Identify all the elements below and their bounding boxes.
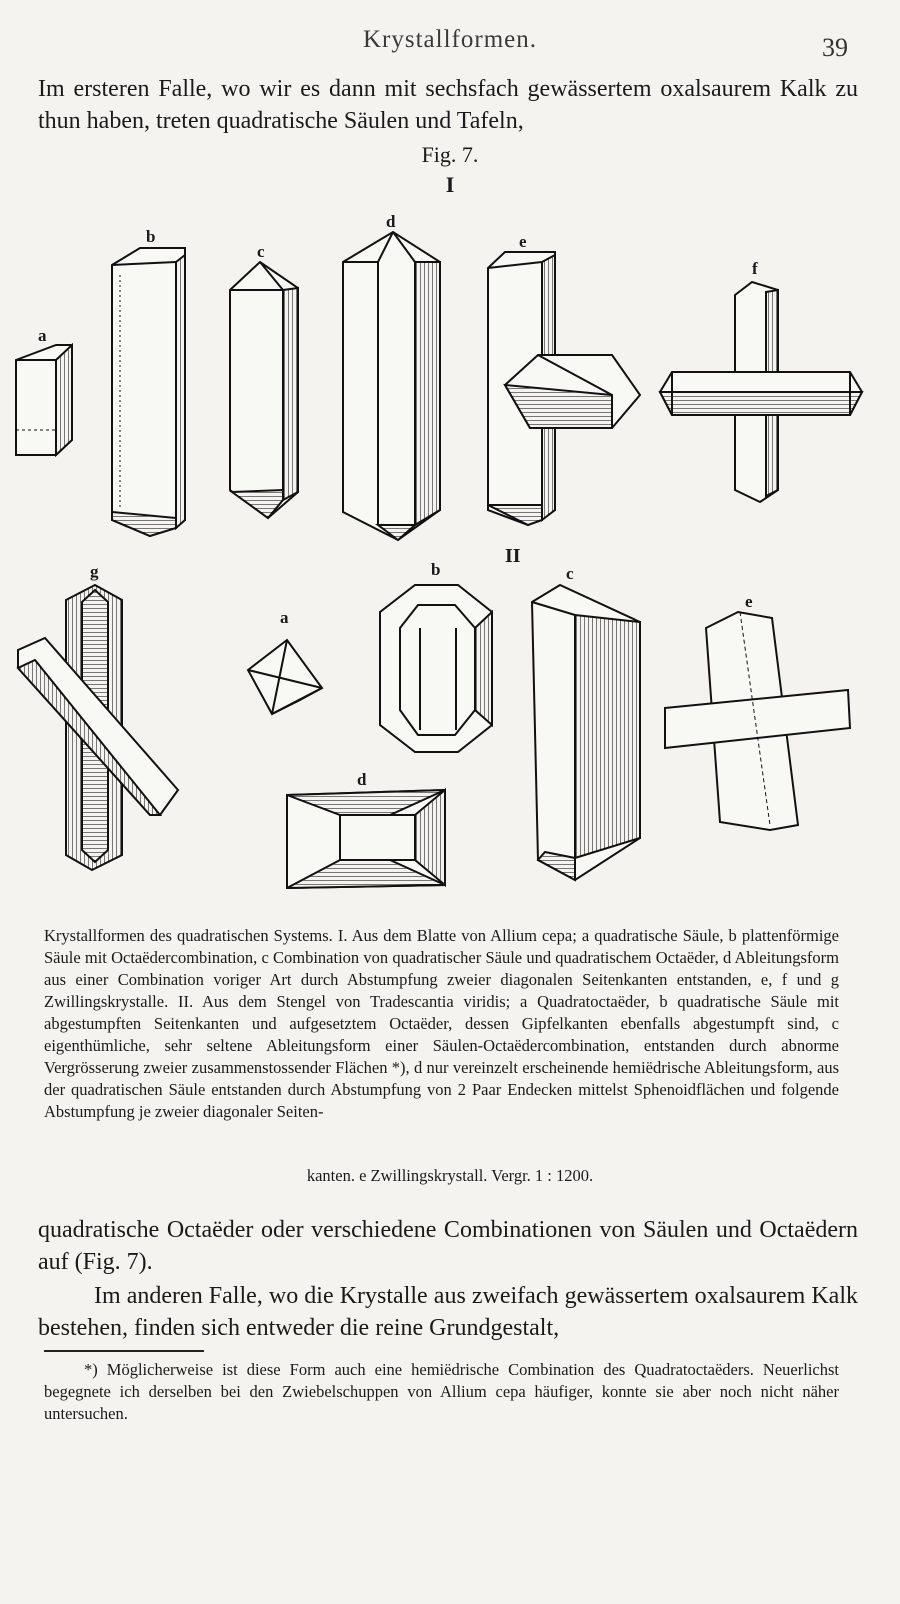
crystal-I-c bbox=[230, 262, 298, 518]
crystal-II-b bbox=[380, 585, 492, 752]
figure-caption: Krystallformen des quadratischen Systems. I. Aus dem Blatte von Allium cepa; a quadratische Säule, b plattenförmige Säule mit Octaëdercombination, c Combination von quadratischer Säule und quadratischem Octaëder, d Ableitungsform aus einer Combination voriger Art durch Abstumpfung zweier diagonalen Seitenkanten entstanden, e, f und g Zwillingskrystalle. II. Aus dem Stengel von Tradescantia viridis; a Quadratoctaëder, b quadratische Säule mit abgestumpften Seitenkanten und aufgesetztem Octaëder, dessen Gipfelkanten ebenfalls abgestumpft sind, c eigenthümliche, sehr seltene Ableitungsform einer Säulen-Octaëdercombination, entstanden durch abnorme Vergrösserung zweier zusammenstossender Flächen *), d nur vereinzelt erscheinende hemiëdrische Ableitungsform, aus der quadratischen Säule entstanden durch Abstumpfung von 2 Paar Endecken mittelst Sphenoidflächen und folgende Abstumpfung je zweier diagonaler Seiten- bbox=[44, 926, 839, 1121]
crystal-letter-II-e: e bbox=[745, 592, 753, 611]
intro-paragraph: Im ersteren Falle, wo wir es dann mit sechsfach gewässertem oxalsaurem Kalk zu thun haben, treten quadratische Säulen und Tafeln, bbox=[38, 76, 858, 134]
crystal-letter-I-d: d bbox=[386, 212, 396, 231]
crystal-II-d bbox=[287, 790, 445, 888]
crystal-I-b bbox=[112, 248, 185, 536]
crystal-I-g bbox=[18, 585, 178, 870]
body-paragraph-1: quadratische Octaëder oder verschiedene Combinationen von Säulen und Octaëdern auf (Fig. 7). bbox=[38, 1217, 858, 1275]
body-paragraph-2: Im anderen Falle, wo die Krystalle aus zweifach gewässertem oxalsaurem Kalk bestehen, finden sich entweder die reine Grundgestalt, bbox=[38, 1283, 858, 1341]
crystal-II-a bbox=[248, 640, 322, 714]
page-number: 39 bbox=[822, 33, 848, 62]
figure-caption-last-line: kanten. e Zwillingskrystall. Vergr. 1 : 1200. bbox=[306, 1166, 594, 1185]
figure-group-I-label: I bbox=[445, 172, 455, 197]
crystal-letter-I-b: b bbox=[146, 227, 156, 246]
crystal-II-e bbox=[665, 612, 850, 830]
figure-group-II-label: II bbox=[505, 545, 521, 567]
crystal-letter-II-a: a bbox=[280, 608, 289, 627]
crystal-letter-I-c: c bbox=[257, 242, 265, 261]
crystal-letter-I-e: e bbox=[519, 232, 527, 251]
figure-label: Fig. 7. bbox=[421, 142, 479, 167]
running-header: Krystallformen. bbox=[363, 26, 537, 53]
crystal-letter-I-a: a bbox=[38, 326, 47, 345]
footnote: *) Möglicherweise ist diese Form auch eine hemiëdrische Combination des Quadratoctaëders. Neuerlichst begegnete ich derselben bei den Zwiebelschuppen von Allium cepa häufiger, konnte sie aber noch nicht näher untersuchen. bbox=[44, 1360, 839, 1423]
crystal-letter-I-g: g bbox=[90, 562, 99, 581]
crystal-II-c bbox=[532, 585, 640, 880]
crystal-letter-I-f: f bbox=[752, 259, 758, 278]
crystal-I-d bbox=[343, 232, 440, 540]
crystal-letter-II-c: c bbox=[566, 564, 574, 583]
crystal-letter-II-b: b bbox=[431, 560, 441, 579]
crystal-I-f bbox=[660, 282, 862, 502]
crystal-I-a bbox=[16, 345, 72, 455]
footnote-rule bbox=[44, 1350, 204, 1352]
crystal-letter-II-d: d bbox=[357, 770, 367, 789]
crystal-I-e bbox=[488, 252, 640, 525]
